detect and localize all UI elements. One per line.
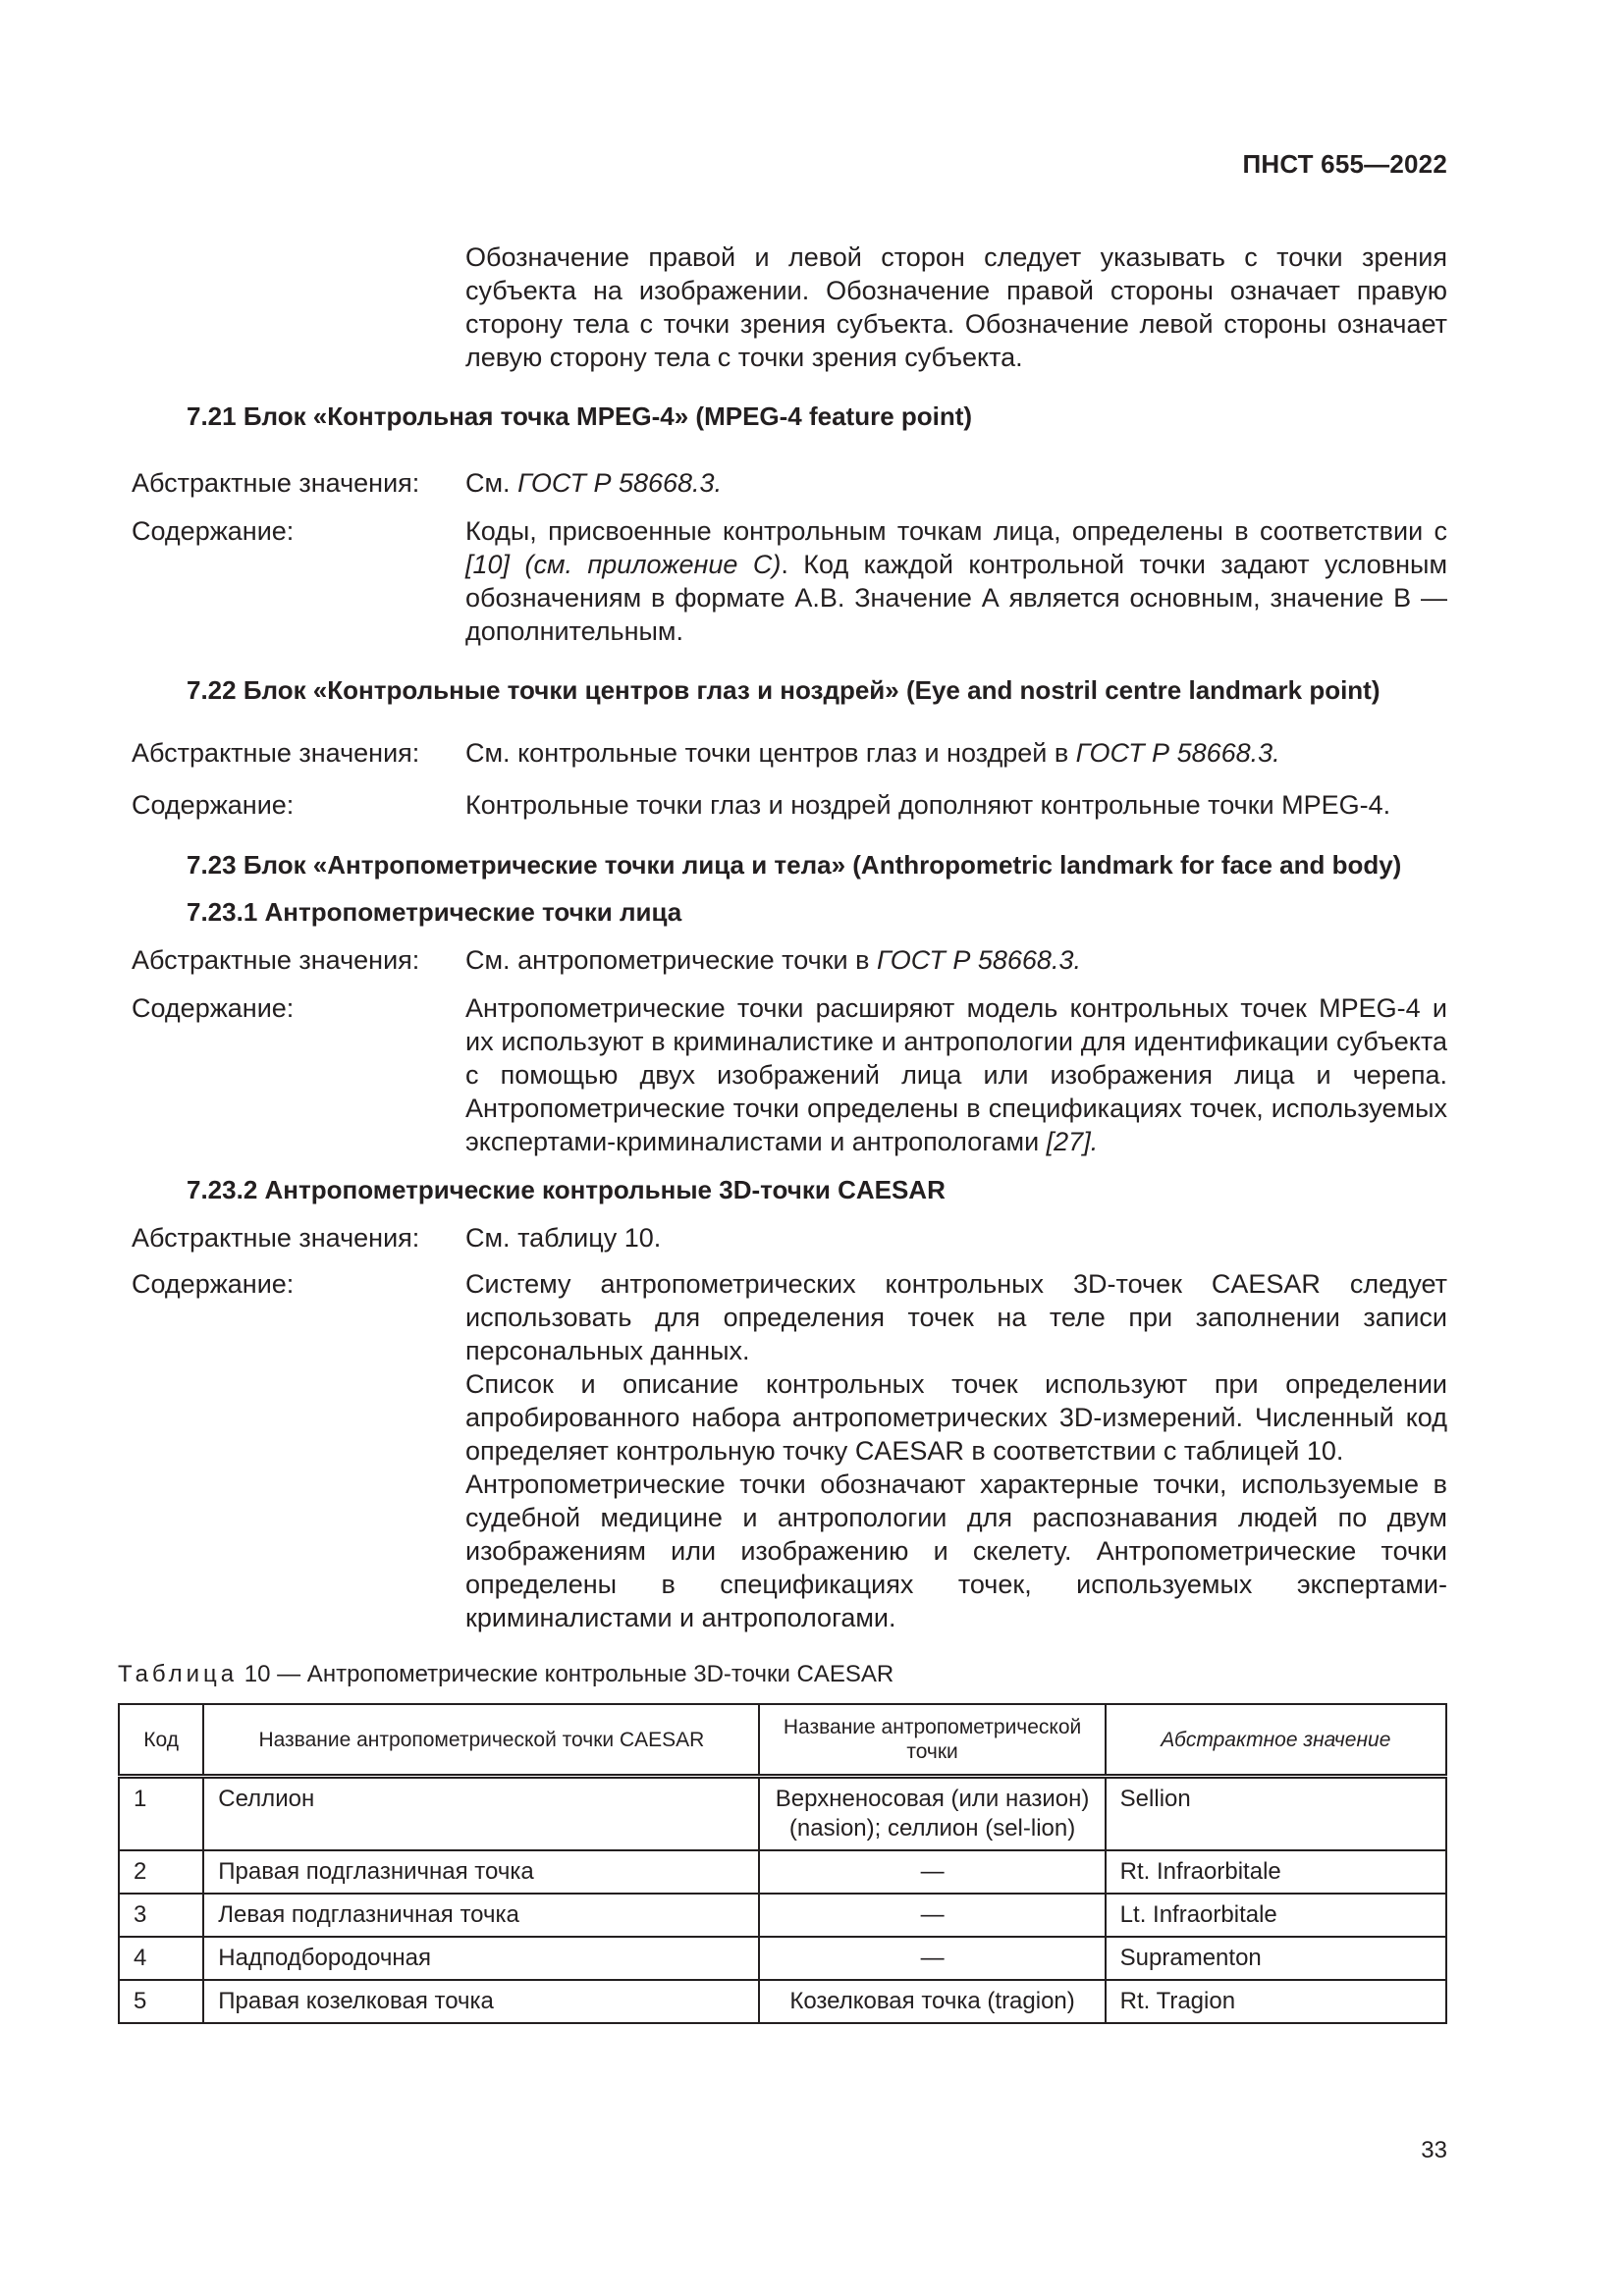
- cell-caesar-name: Правая подглазничная точка: [203, 1850, 759, 1894]
- s7232-abstract-label: Абстрактные значения:: [132, 1223, 420, 1253]
- header-caesar-name: Название антропометрической точки CAESAR: [203, 1704, 759, 1777]
- cell-code: 3: [119, 1894, 203, 1937]
- s722-content-label: Содержание:: [132, 790, 295, 820]
- s721-content: [465, 514, 1447, 648]
- cell-anthro-name: —: [759, 1937, 1105, 1980]
- s7232-content-label: Содержание:: [132, 1269, 295, 1299]
- cell-caesar-name: Правая козелковая точка: [203, 1980, 759, 2023]
- s7231-abstract-label: Абстрактные значения:: [132, 945, 420, 975]
- section-7-23-heading: 7.23 Блок «Антропометрические точки лица и тела» (Anthropometric landmark for face and body): [187, 850, 1402, 880]
- bibliography-reference: [10] (см. приложение С): [465, 550, 782, 579]
- s722-abstract-label: Абстрактные значения:: [132, 738, 420, 768]
- s7231-content: [465, 991, 1447, 1158]
- cell-anthro-name: —: [759, 1850, 1105, 1894]
- table-caption-text: 10 — Антропометрические контрольные 3D-точки CAESAR: [238, 1661, 894, 1687]
- s7231-abstract-value: [465, 943, 1447, 977]
- s721-abstract-label: Абстрактные значения:: [132, 468, 420, 498]
- section-7-22-heading: 7.22 Блок «Контрольные точки центров глаз и ноздрей» (Eye and nostril centre landmark point): [187, 675, 1380, 705]
- cell-abstract-value: Rt. Infraorbitale: [1106, 1850, 1446, 1894]
- cell-caesar-name: Селлион: [203, 1777, 759, 1851]
- s7231-content-text: Антропометрические точки расширяют модель контрольных точек MPEG-4 и их используют в криминалистике и антропологии для идентификации субъекта с помощью двух изображений лица или изображения лица и черепа. Антропометрические точки определены в спецификациях точек, используемых экспертами-криминалистами и антропологами: [465, 993, 1447, 1156]
- s7232-content-paragraph-3: Антропометрические точки обозначают характерные точки, используемые в судебной медицине и антропологии для распознавания людей по двум изображениям или изображению и скелету. Антропометрические точки определены в спецификациях точек, используемых экспертами-криминалистами и антропологами.: [465, 1469, 1447, 1632]
- s7232-content-paragraph-1: Систему антропометрических контрольных 3D-точек CAESAR следует использовать для определения точек на теле при заполнении записи персональных данных.: [465, 1269, 1447, 1365]
- s722-content: Контрольные точки глаз и ноздрей дополняют контрольные точки MPEG-4.: [465, 790, 1391, 820]
- table-caption-word: Таблица: [118, 1661, 239, 1687]
- s7232-content-paragraph-2: Список и описание контрольных точек используют при определении апробированного набора антропометрических 3D-измерений. Численный код определяет контрольную точку CAESAR в соответствии с таблицей 10.: [465, 1369, 1447, 1466]
- gost-reference: ГОСТ Р 58668.3.: [876, 945, 1081, 975]
- document-id: ПНСТ 655—2022: [1242, 149, 1447, 179]
- table-row: [119, 1980, 1446, 2023]
- s7232-content: [465, 1267, 1447, 1634]
- cell-code: 1: [119, 1777, 203, 1851]
- cell-anthro-name: Верхненосовая (или назион) (nasion); селлион (sel-lion): [759, 1777, 1105, 1851]
- cell-anthro-name: Козелковая точка (tragion): [759, 1980, 1105, 2023]
- section-7-23-2-heading: 7.23.2 Антропометрические контрольные 3D-точки CAESAR: [187, 1175, 946, 1204]
- header-abstract-value: Абстрактное значение: [1106, 1704, 1446, 1777]
- s721-content-label: Содержание:: [132, 516, 295, 546]
- cell-code: 5: [119, 1980, 203, 2023]
- table-row: [119, 1777, 1446, 1851]
- cell-caesar-name: Левая подглазничная точка: [203, 1894, 759, 1937]
- header-anthro-name: Название антропометрической точки: [759, 1704, 1105, 1777]
- page-number: 33: [1421, 2137, 1447, 2163]
- cell-abstract-value: Sellion: [1106, 1777, 1446, 1851]
- s721-abstract-prefix: См.: [465, 468, 518, 498]
- bibliography-reference: [27].: [1046, 1127, 1099, 1156]
- s7231-abstract-prefix: См. антропометрические точки в: [465, 945, 877, 975]
- table-row: [119, 1937, 1446, 1980]
- table-row: [119, 1894, 1446, 1937]
- table-header-row: [119, 1704, 1446, 1777]
- s721-content-part-a: Коды, присвоенные контрольным точкам лица, определены в соответствии с: [465, 516, 1447, 546]
- s7231-content-label: Содержание:: [132, 993, 295, 1023]
- cell-code: 2: [119, 1850, 203, 1894]
- caesar-landmarks-table: [118, 1703, 1447, 2024]
- table-row: [119, 1850, 1446, 1894]
- cell-abstract-value: Lt. Infraorbitale: [1106, 1894, 1446, 1937]
- intro-paragraph: Обозначение правой и левой сторон следует указывать с точки зрения субъекта на изображении. Обозначение правой стороны означает правую сторону тела с точки зрения субъекта. Обозначение левой стороны означает левую сторону тела с точки зрения субъекта.: [465, 242, 1447, 372]
- cell-abstract-value: Supramenton: [1106, 1937, 1446, 1980]
- s722-abstract-prefix: См. контрольные точки центров глаз и ноздрей в: [465, 738, 1076, 768]
- s721-abstract-value: [465, 466, 1447, 500]
- cell-anthro-name: —: [759, 1894, 1105, 1937]
- table-caption: [118, 1659, 893, 1690]
- gost-reference: ГОСТ Р 58668.3.: [1075, 738, 1280, 768]
- cell-abstract-value: Rt. Tragion: [1106, 1980, 1446, 2023]
- gost-reference: ГОСТ Р 58668.3.: [517, 468, 723, 498]
- header-code: Код: [119, 1704, 203, 1777]
- s722-abstract-value: [465, 736, 1447, 770]
- section-7-21-heading: 7.21 Блок «Контрольная точка MPEG-4» (MPEG-4 feature point): [187, 401, 973, 431]
- section-7-23-1-heading: 7.23.1 Антропометрические точки лица: [187, 897, 682, 927]
- s721-content-part-b: . Код каждой контрольной точки задают условным обозначениям в формате А.В. Значение А является основным, значение В — дополнительным.: [465, 550, 1448, 646]
- cell-caesar-name: Надподбородочная: [203, 1937, 759, 1980]
- s7232-abstract-value: См. таблицу 10.: [465, 1223, 662, 1253]
- cell-code: 4: [119, 1937, 203, 1980]
